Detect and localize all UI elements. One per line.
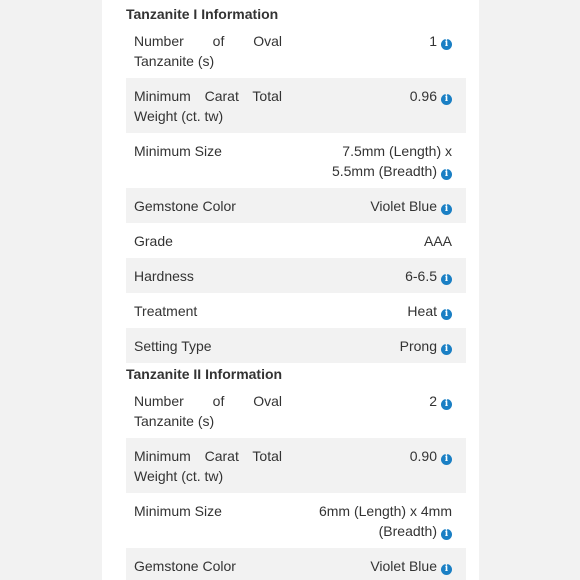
- detail-value: Heat i: [282, 301, 452, 321]
- detail-row-number-of-oval: [126, 23, 466, 78]
- detail-value: 6-6.5 i: [282, 266, 452, 286]
- section-title-tanzanite-2: Tanzanite II Information: [126, 366, 283, 382]
- info-icon[interactable]: i: [441, 529, 452, 540]
- detail-value: AAA: [423, 233, 452, 249]
- detail-label: Gemstone Color: [134, 558, 236, 574]
- detail-row-minimum-carat-weight: [126, 438, 466, 493]
- detail-label: Hardness: [134, 268, 194, 284]
- info-icon[interactable]: i: [441, 204, 452, 215]
- detail-label: Minimum Size: [134, 143, 222, 159]
- detail-value: 0.90 i: [282, 446, 452, 466]
- info-icon[interactable]: i: [441, 274, 452, 285]
- detail-label: Setting Type: [134, 338, 212, 354]
- detail-value: 1 i: [282, 31, 452, 51]
- info-icon[interactable]: i: [441, 309, 452, 320]
- info-icon[interactable]: i: [441, 454, 452, 465]
- section-title-tanzanite-1: Tanzanite I Information: [126, 6, 279, 22]
- info-icon[interactable]: i: [441, 39, 452, 50]
- detail-row-treatment: [126, 293, 466, 328]
- detail-label: Number of Oval Tanzanite (s): [134, 393, 282, 429]
- detail-value: 7.5mm (Length) x 5.5mm (Breadth) i: [331, 143, 452, 179]
- detail-label: Number of Oval Tanzanite (s): [134, 33, 282, 69]
- detail-value: 0.96 i: [282, 86, 452, 106]
- detail-row-grade: [126, 223, 466, 258]
- detail-value: 6mm (Length) x 4mm (Breadth) i: [318, 503, 452, 539]
- detail-label: Gemstone Color: [134, 198, 236, 214]
- detail-label: Minimum Size: [134, 503, 222, 519]
- detail-row-number-of-oval: [126, 383, 466, 438]
- detail-value: Violet Blue i: [282, 556, 452, 576]
- detail-label: Treatment: [134, 303, 198, 319]
- info-icon[interactable]: i: [441, 564, 452, 575]
- detail-label: Grade: [134, 233, 173, 249]
- detail-row-minimum-size: [126, 133, 466, 188]
- info-icon[interactable]: i: [441, 344, 452, 355]
- detail-row-hardness: [126, 258, 466, 293]
- info-icon[interactable]: i: [441, 399, 452, 410]
- detail-value: Prong i: [282, 336, 452, 356]
- detail-row-setting-type: [126, 328, 466, 363]
- detail-row-minimum-size: [126, 493, 466, 548]
- product-details-card: [102, 0, 479, 580]
- detail-value: 2 i: [282, 391, 452, 411]
- detail-value: Violet Blue i: [282, 196, 452, 216]
- detail-row-gemstone-color: [126, 548, 466, 580]
- info-icon[interactable]: i: [441, 169, 452, 180]
- detail-row-minimum-carat-weight: [126, 78, 466, 133]
- info-icon[interactable]: i: [441, 94, 452, 105]
- detail-label: Minimum Carat Total Weight (ct. tw): [134, 88, 282, 124]
- detail-label: Minimum Carat Total Weight (ct. tw): [134, 448, 282, 484]
- detail-row-gemstone-color: [126, 188, 466, 223]
